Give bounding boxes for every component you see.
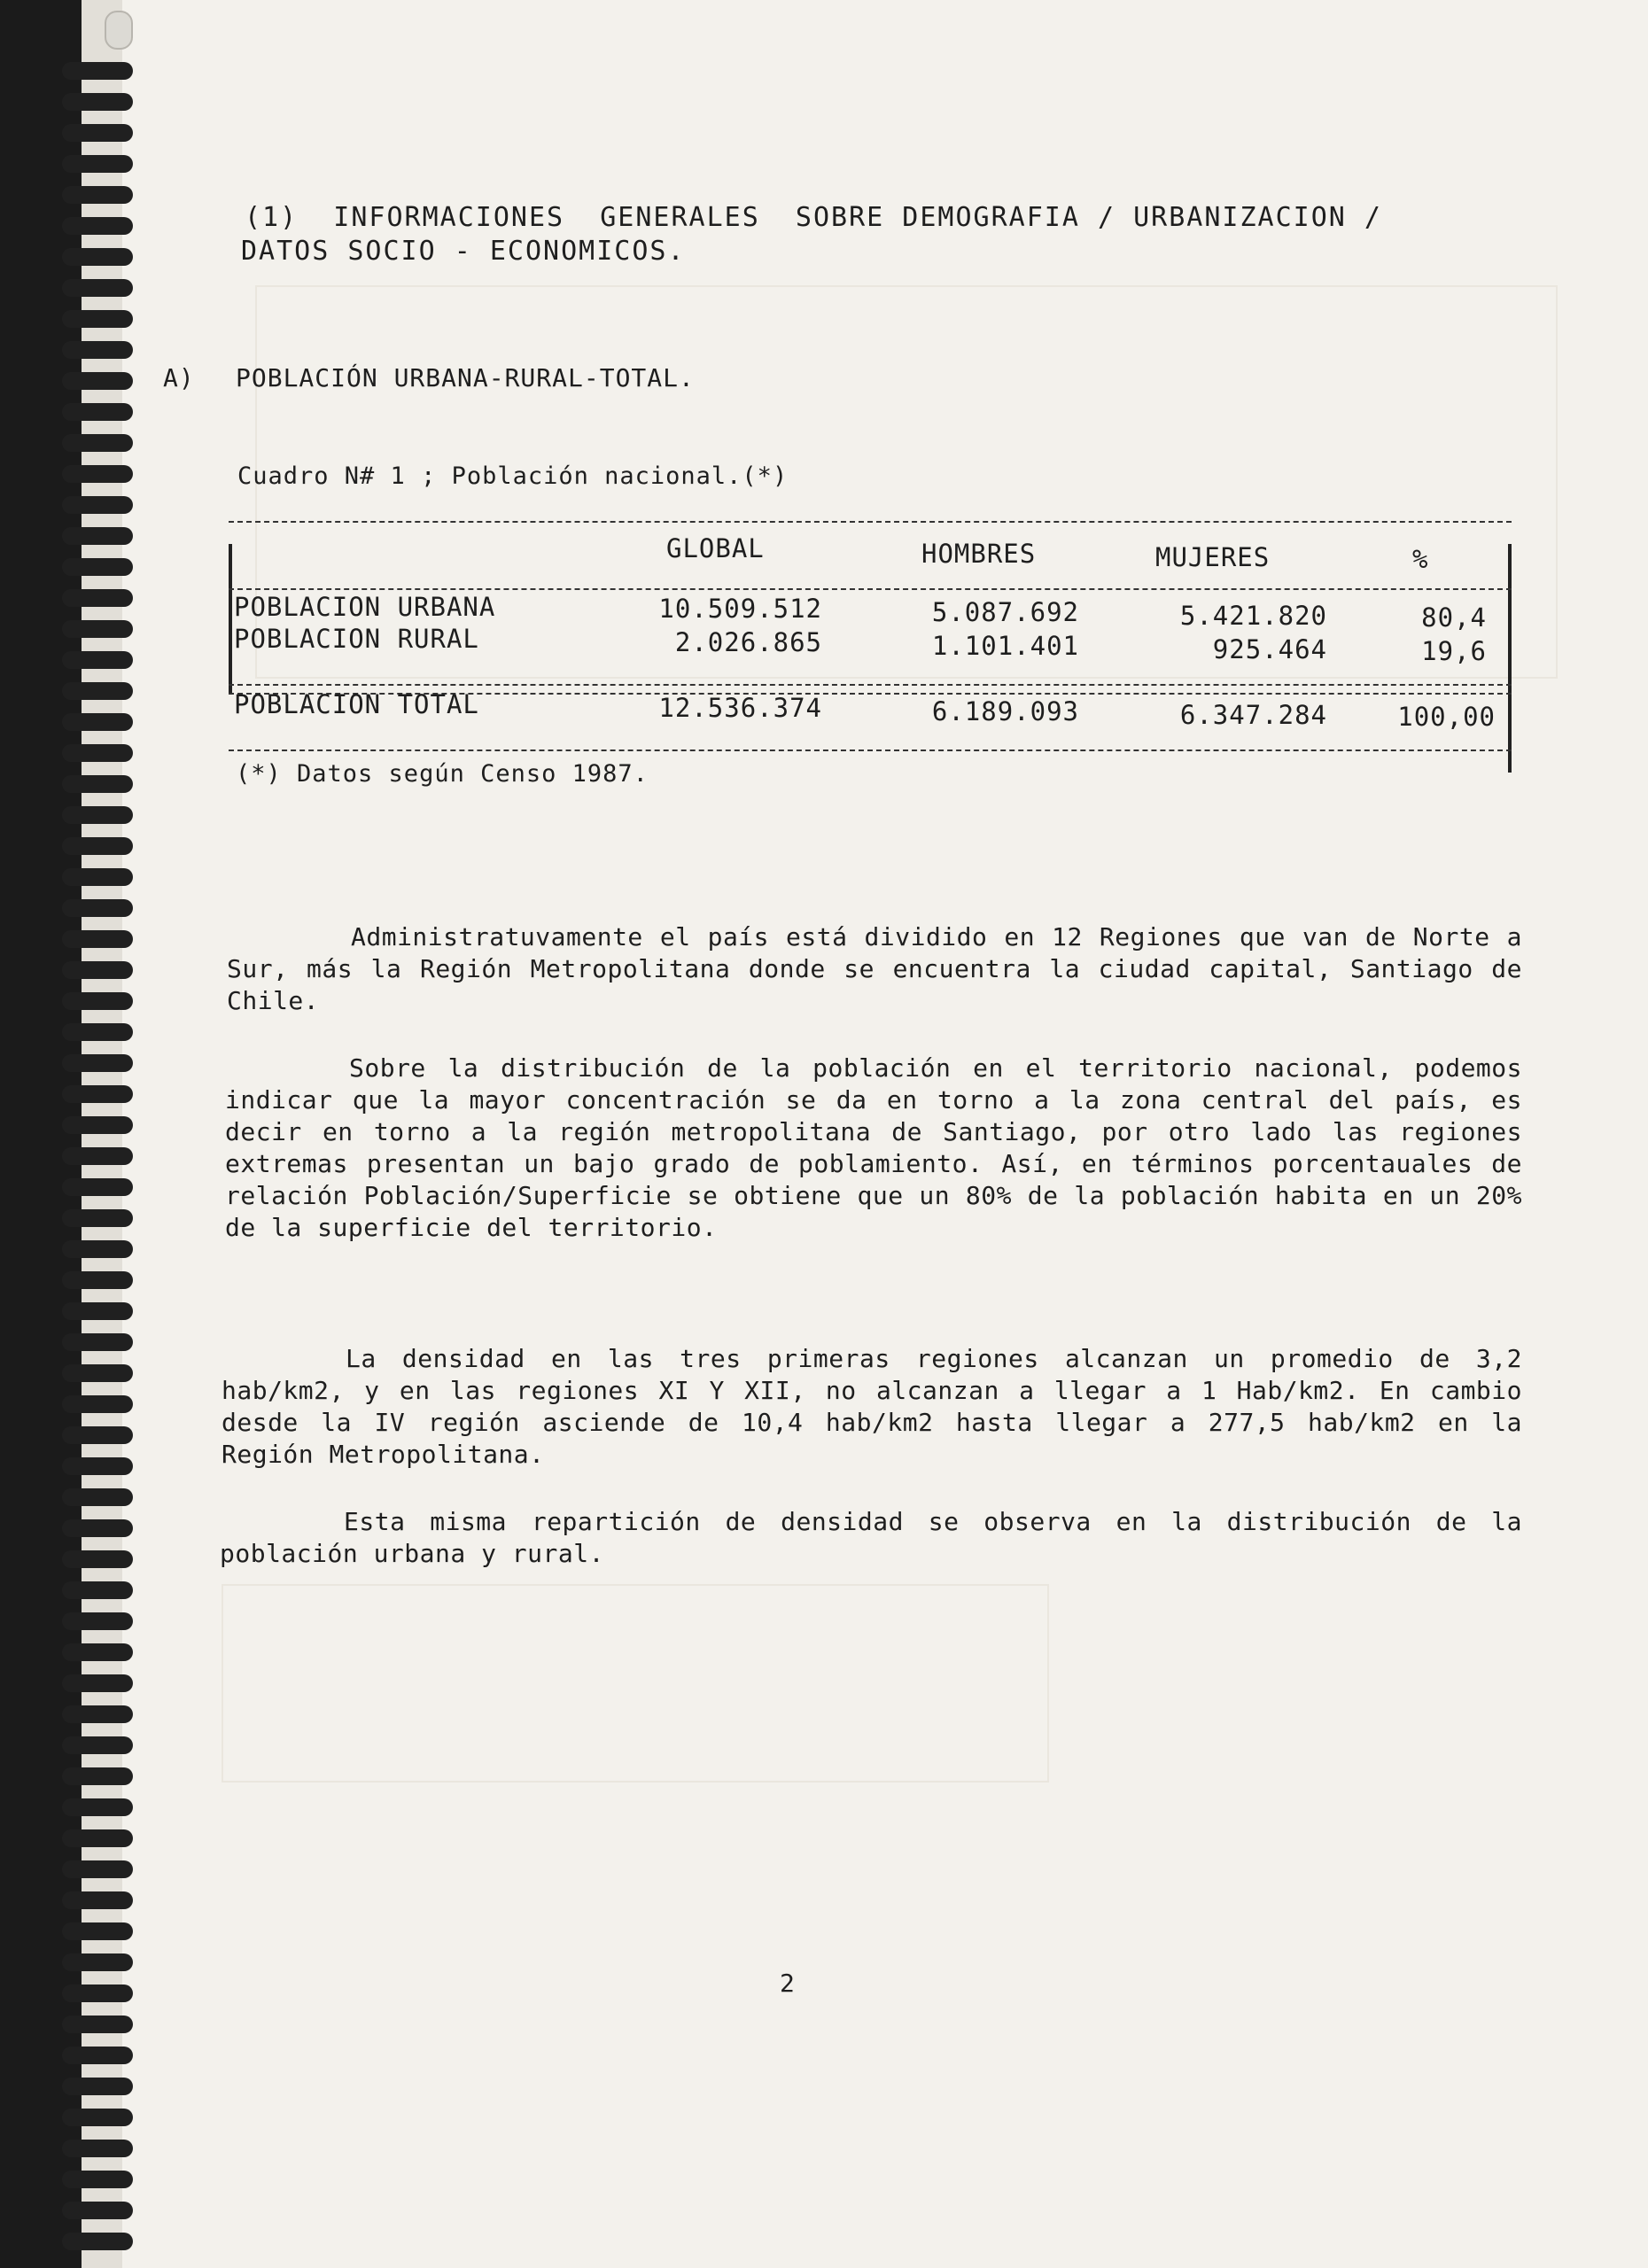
- heading-line-2: DATOS SOCIO - ECONOMICOS.: [241, 236, 686, 267]
- binding-coil: [62, 1705, 133, 1723]
- binding-coil: [62, 1147, 133, 1165]
- binding-coil: [62, 1829, 133, 1847]
- binding-coil: [62, 2078, 133, 2095]
- row-rural-pct: 19,6: [1421, 636, 1487, 666]
- binding-coil: [62, 2233, 133, 2250]
- row-total-mujeres: 6.347.284: [1179, 700, 1327, 730]
- section-title: POBLACIÓN URBANA-RURAL-TOTAL.: [236, 363, 695, 392]
- table-caption: Cuadro N# 1 ; Población nacional.(*): [237, 462, 789, 490]
- binding-coil: [62, 1364, 133, 1382]
- binding-coil: [62, 930, 133, 948]
- row-total-global: 12.536.374: [658, 693, 822, 723]
- binding-coil: [62, 1023, 133, 1041]
- col-header-mujeres: MUJERES: [1155, 542, 1271, 572]
- binding-coil: [62, 1984, 133, 2002]
- row-total-hombres: 6.189.093: [931, 696, 1079, 726]
- binding-coil: [62, 2016, 133, 2033]
- section-label: A): [163, 363, 195, 392]
- table-top-rule: [229, 521, 1512, 523]
- binding-coil: [62, 1457, 133, 1475]
- binding-coil: [62, 620, 133, 638]
- binding-coil: [62, 1550, 133, 1568]
- binding-coil: [62, 775, 133, 793]
- binding-coil: [62, 1178, 133, 1196]
- paragraph-4: [220, 1506, 1522, 1570]
- binding-coil: [62, 1798, 133, 1816]
- binding-coil: [62, 2202, 133, 2219]
- row-total-pct: 100,00: [1397, 702, 1496, 732]
- binding-coil: [62, 899, 133, 917]
- row-urbana-hombres: 5.087.692: [931, 597, 1079, 627]
- binding-coil: [62, 868, 133, 886]
- binding-coil: [62, 1395, 133, 1413]
- binding-coil: [62, 2047, 133, 2064]
- col-header-global: GLOBAL: [666, 533, 765, 563]
- binding-coil: [62, 1767, 133, 1785]
- row-rural-label: POBLACION RURAL: [234, 624, 479, 654]
- row-urbana-label: POBLACION URBANA: [234, 592, 496, 622]
- paragraph-2: [225, 1052, 1522, 1244]
- binding-coil: [62, 2109, 133, 2126]
- table-footnote: (*) Datos según Censo 1987.: [236, 760, 649, 788]
- heading-line-1: (1) INFORMACIONES GENERALES SOBRE DEMOGRAFIA / URBANIZACION /: [245, 202, 1382, 233]
- binding-coil: [62, 465, 133, 483]
- binding-coil: [62, 558, 133, 576]
- row-total-label: POBLACION TOTAL: [234, 689, 479, 719]
- binding-coil: [62, 837, 133, 855]
- binding-coil: [62, 1736, 133, 1754]
- population-table: [229, 521, 1512, 780]
- table-right-border: [1508, 544, 1512, 773]
- binding-coil: [62, 2171, 133, 2188]
- binding-coil: [62, 1209, 133, 1227]
- binding-coil: [62, 1085, 133, 1103]
- binding-coil: [62, 744, 133, 762]
- binding-coil: [62, 341, 133, 359]
- binding-coil: [62, 1891, 133, 1909]
- binding-coil: [62, 2140, 133, 2157]
- binding-coil: [62, 434, 133, 452]
- binding-coil: [62, 713, 133, 731]
- binding-coil: [62, 682, 133, 700]
- paragraph-3: [222, 1343, 1522, 1471]
- binding-coil: [62, 589, 133, 607]
- binding-coil: [62, 1116, 133, 1134]
- binding-coil: [62, 527, 133, 545]
- binding-coil: [62, 93, 133, 111]
- total-rule-1: [229, 684, 1512, 686]
- binding-coil: [62, 1240, 133, 1258]
- binding-coil: [62, 1426, 133, 1444]
- binding-coil: [62, 1860, 133, 1878]
- binding-coil: [62, 279, 133, 297]
- binding-coil: [62, 217, 133, 235]
- col-header-pct: %: [1412, 544, 1429, 574]
- paragraph-1-text: Administratuvamente el país está dividido en 12 Regiones que van de Norte a Sur, más la Región Metropolitana donde se encuentra la ciudad capital, Santiago de Chile.: [227, 922, 1522, 1015]
- binding-coil: [62, 62, 133, 80]
- binding-coil: [62, 310, 133, 328]
- binding-coil: [62, 155, 133, 173]
- row-urbana-global: 10.509.512: [658, 594, 822, 624]
- row-rural-global: 2.026.865: [674, 627, 822, 657]
- binding-coil: [62, 1488, 133, 1506]
- binding-coil: [62, 1302, 133, 1320]
- page-number: 2: [780, 1969, 795, 1998]
- binding-coil: [62, 496, 133, 514]
- binding-coil: [62, 1519, 133, 1537]
- row-urbana-pct: 80,4: [1421, 602, 1487, 633]
- col-header-hombres: HOMBRES: [921, 539, 1037, 569]
- binding-coil: [62, 651, 133, 669]
- binding-coil: [62, 1643, 133, 1661]
- table-left-border: [229, 544, 232, 693]
- binding-coil: [62, 1953, 133, 1971]
- binding-coil: [62, 1674, 133, 1692]
- binding-coil: [62, 403, 133, 421]
- binding-coil: [62, 1581, 133, 1599]
- punch-hole: [105, 11, 133, 50]
- paragraph-4-text: Esta misma repartición de densidad se observa en la distribución de la población urbana y rural.: [220, 1507, 1522, 1568]
- binding-coil: [62, 1054, 133, 1072]
- table-bottom-rule: [229, 750, 1512, 751]
- row-rural-hombres: 1.101.401: [931, 631, 1079, 661]
- binding-coil: [62, 248, 133, 266]
- binding-coil: [62, 1333, 133, 1351]
- binding-coil: [62, 1271, 133, 1289]
- header-rule: [229, 588, 1512, 590]
- binding-coil: [62, 961, 133, 979]
- binding-coil: [62, 1922, 133, 1940]
- binding-coil: [62, 372, 133, 390]
- binding-coil: [62, 186, 133, 204]
- paragraph-2-text: Sobre la distribución de la población en el territorio nacional, podemos indicar que la mayor concentración se da en torno a la zona central del país, es decir en torno a la región metropolitana de Santiago, por otro lado las regiones extremas presentan un bajo grado de poblamiento. Así, en términos porcentauales de relación Población/Superficie se obtiene que un 80% de la población habita en un 20% de la superficie del territorio.: [225, 1053, 1522, 1242]
- binding-coil: [62, 1612, 133, 1630]
- paragraph-3-text: La densidad en las tres primeras regiones alcanzan un promedio de 3,2 hab/km2, y en las regiones XI Y XII, no alcanzan a llegar a 1 Hab/km2. En cambio desde la IV región asciende de 10,4 hab/km2 hasta llegar a 277,5 hab/km2 en la Región Metropolitana.: [222, 1344, 1522, 1469]
- binding-coil: [62, 806, 133, 824]
- row-rural-mujeres: 925.464: [1212, 634, 1327, 664]
- paragraph-1: [227, 921, 1522, 1017]
- binding-coil: [62, 992, 133, 1010]
- binding-coil: [62, 124, 133, 142]
- row-urbana-mujeres: 5.421.820: [1179, 601, 1327, 631]
